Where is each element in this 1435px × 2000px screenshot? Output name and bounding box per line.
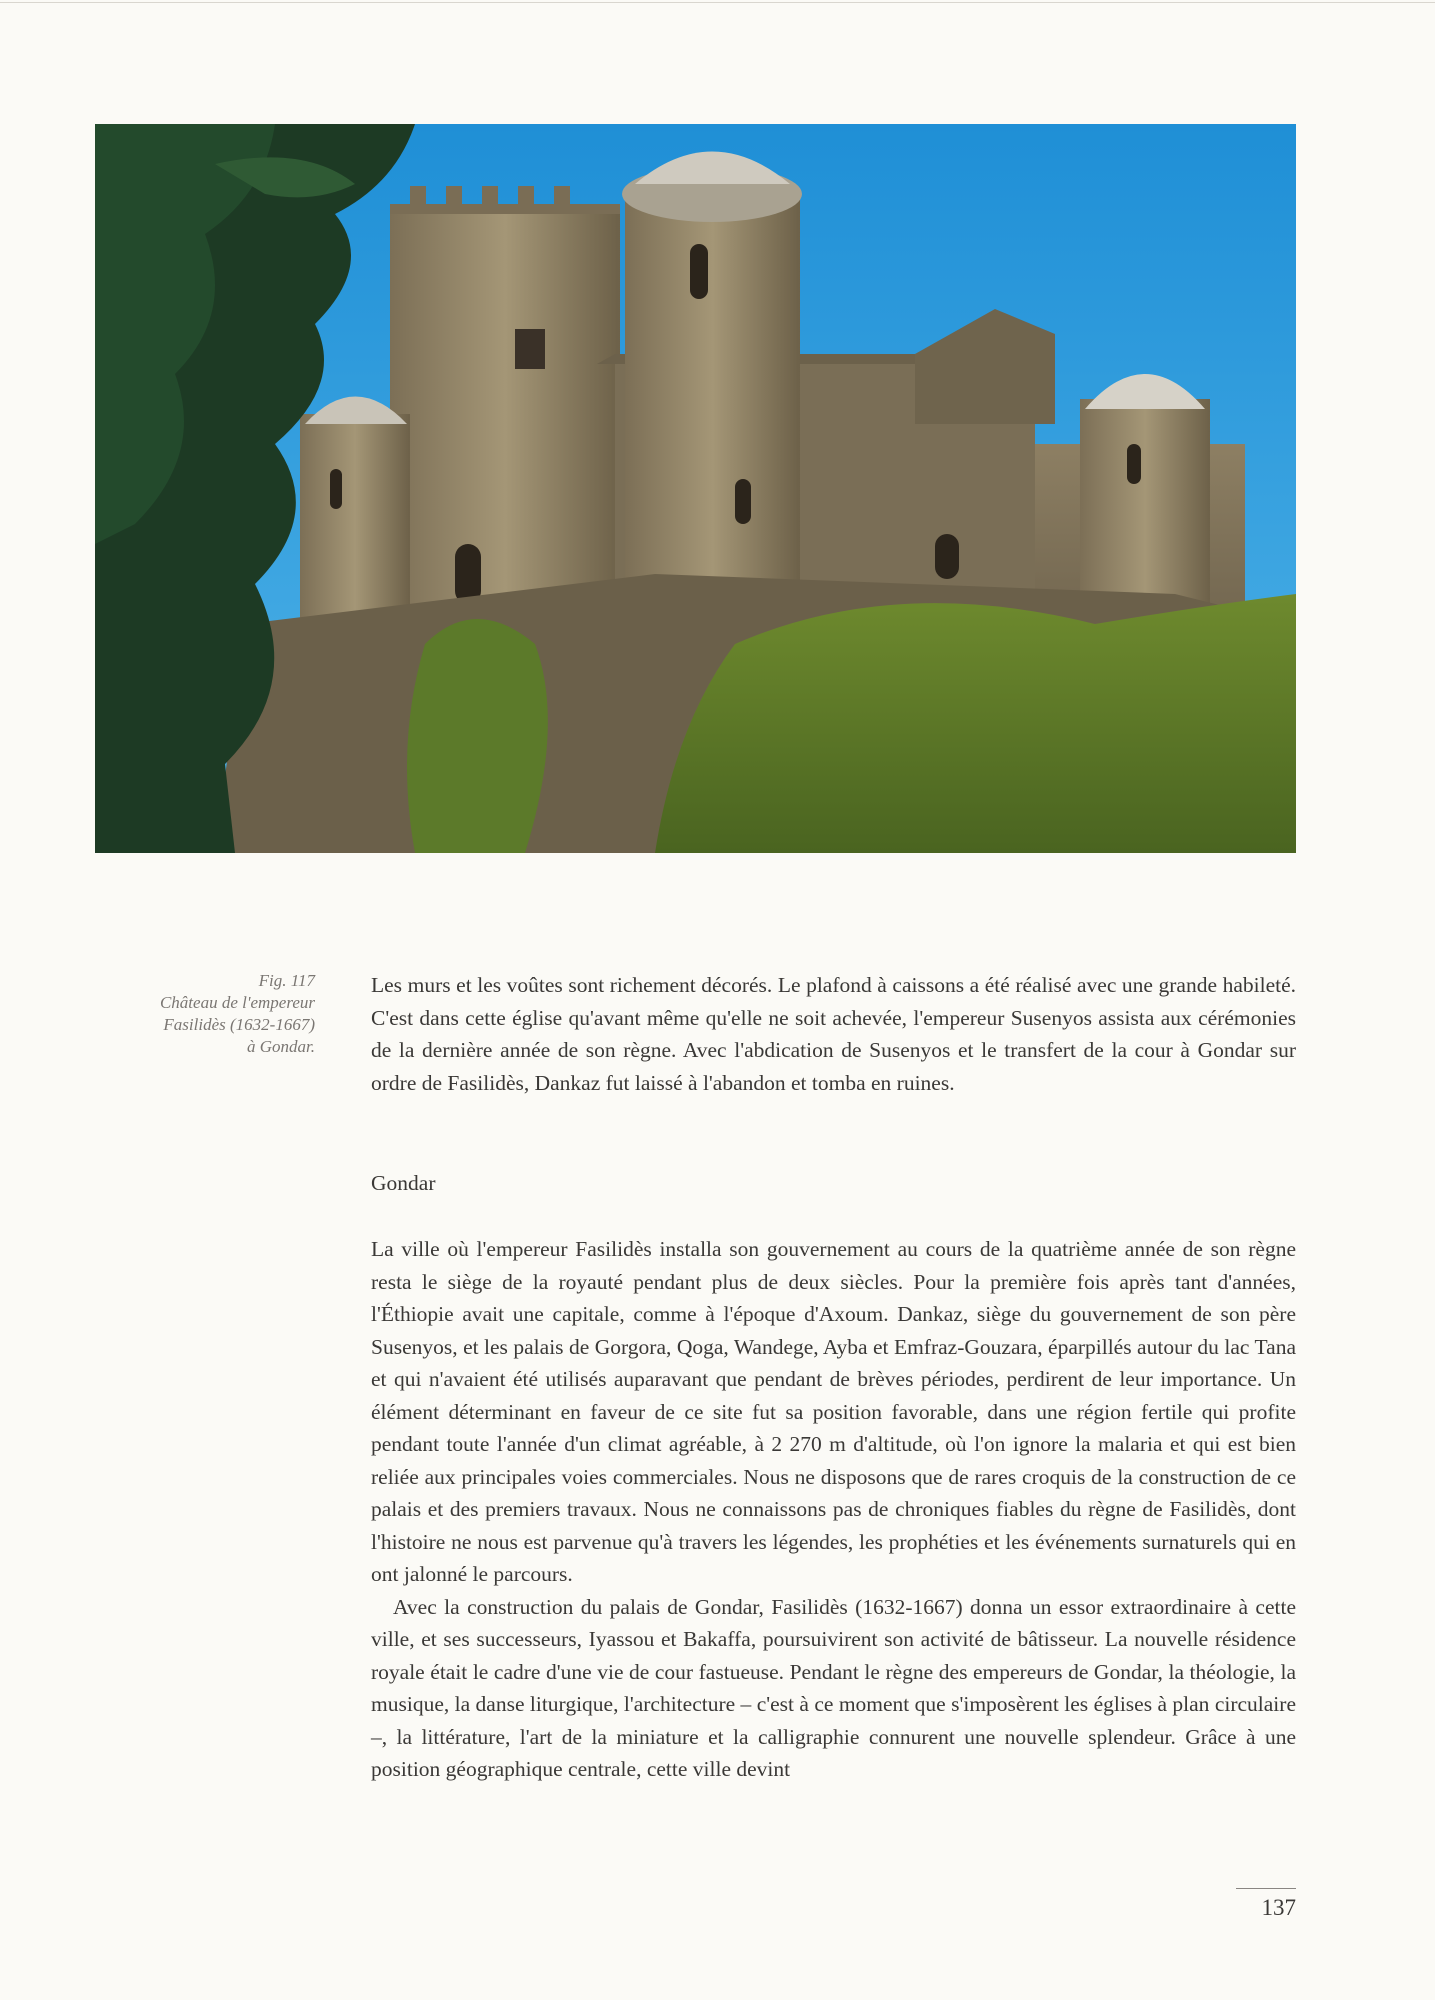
body-paragraph: La ville où l'empereur Fasilidès installa son gouvernement au cours de la quatrième année de son règne resta le siège de la royauté pendant plus de deux siècles. Pour la première fois après tant d'années, l'Éthiopie avait une capitale, comme à l'époque d'Axoum. Dankaz, siège du gouvernement de son père Susenyos, et les palais de Gorgora, Qoga, Wandege, Ayba et Emfraz-Gouzara, éparpillés autour du lac Tana et qui n'avaient été utilisés auparavant que pendant de brèves périodes, perdirent de leur importance. Un élément déterminant en faveur de ce site fut sa position favorable, dans une région fertile qui profite pendant toute l'année d'un climat agréable, à 2 270 m d'altitude, où l'on ignore la malaria et qui est bien reliée aux principales voies commerciales. Nous ne disposons que de rares croquis de la construction de ce palais et des premiers travaux. Nous ne connaissons pas de chroniques fiables du règne de Fasilidès, dont l'histoire ne nous est parvenue qu'à travers les légendes, les prophéties et les événements surnaturels qui en ont jalonné le parcours. [371, 1237, 1296, 1586]
caption-figure-number: Fig. 117 [258, 971, 315, 990]
caption-line: Fasilidès (1632-1667) [163, 1015, 315, 1034]
page-number: 137 [1261, 1895, 1296, 1920]
section-heading: Gondar [371, 1171, 436, 1195]
body-paragraph: Avec la construction du palais de Gondar, Fasilidès (1632-1667) donna un essor extraordinaire à cette ville, et ses successeurs, Iyassou et Bakaffa, poursuivirent son activité de bâtisseur. La nouvelle résidence royale était le cadre d'une vie de cour fastueuse. Pendant le règne des empereurs de Gondar, la théologie, la musique, la danse liturgique, l'architecture – c'est à ce moment que s'imposèrent les églises à plan circulaire –, la littérature, l'art de la miniature et la calligraphie connurent une nouvelle splendeur. Grâce à une position géographique centrale, cette ville devint [371, 1594, 1296, 1781]
page-number-rule [1236, 1888, 1296, 1889]
intro-text [371, 969, 1296, 1099]
caption-line: à Gondar. [246, 1037, 315, 1056]
figure-caption [110, 970, 315, 1058]
caption-line: Château de l'empereur [159, 993, 315, 1012]
top-rule [0, 2, 1435, 3]
body-text [371, 1233, 1296, 1786]
intro-paragraph: Les murs et les voûtes sont richement décorés. Le plafond à caissons a été réalisé avec une grande habileté. C'est dans cette église qu'avant même qu'elle ne soit achevée, l'empereur Susenyos assista aux cérémonies de la dernière année de son règne. Avec l'abdication de Susenyos et le transfert de la cour à Gondar sur ordre de Fasilidès, Dankaz fut laissé à l'abandon et tomba en ruines. [371, 973, 1296, 1095]
castle-photo [95, 124, 1296, 853]
